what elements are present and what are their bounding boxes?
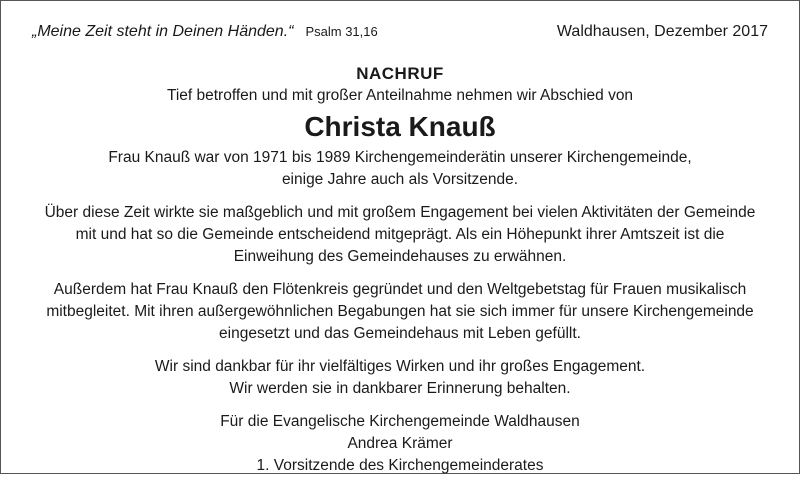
text-line: Einweihung des Gemeindehauses zu erwähnen. <box>233 248 567 265</box>
signature-role: 1. Vorsitzende des Kirchengemeinderates <box>256 457 544 474</box>
text-line: Über diese Zeit wirkte sie maßgeblich und mit großem Engagement bei vielen Aktivitäten der Gemeinde <box>44 204 756 221</box>
signature-organization: Für die Evangelische Kirchengemeinde Waldhausen <box>220 413 580 430</box>
text-line: Frau Knauß war von 1971 bis 1989 Kirchengemeinderätin unserer Kirchengemeinde, <box>108 149 692 166</box>
psalm-reference: Psalm 31,16 <box>305 24 378 39</box>
paragraph-4 <box>21 356 779 400</box>
quote-text: „Meine Zeit steht in Deinen Händen.“ <box>32 23 294 40</box>
intro-line: Tief betroffen und mit großer Anteilnahme nehmen wir Abschied von <box>166 87 634 104</box>
text-line: Wir werden sie in dankbarer Erinnerung behalten. <box>229 380 571 397</box>
paragraph-2 <box>21 202 779 268</box>
paragraph-3 <box>21 279 779 345</box>
signature-block <box>21 411 779 477</box>
text-line: mitbegleitet. Mit ihren außergewöhnlichen Begabungen hat sie sich immer für unsere Kirchengemeinde <box>46 303 754 320</box>
bible-quote <box>32 23 378 41</box>
text-line: Außerdem hat Frau Knauß den Flötenkreis gegründet und den Weltgebetstag für Frauen musikalisch <box>53 281 747 298</box>
heading: NACHRUF <box>356 64 444 83</box>
text-line: Wir sind dankbar für ihr vielfältiges Wirken und ihr großes Engagement. <box>154 358 646 375</box>
text-line: eingesetzt und das Gemeindehaus mit Leben gefüllt. <box>219 325 581 342</box>
signature-name: Andrea Krämer <box>347 435 453 452</box>
obituary-body <box>21 63 779 477</box>
paragraph-1 <box>21 147 779 191</box>
text-line: mit und hat so die Gemeinde entscheidend mitgeprägt. Als ein Höhepunkt ihrer Amtszeit ist die <box>75 226 725 243</box>
deceased-name: Christa Knauß <box>304 111 496 142</box>
place-date: Waldhausen, Dezember 2017 <box>556 23 768 40</box>
header <box>32 23 768 45</box>
text-line: einige Jahre auch als Vorsitzende. <box>281 171 519 188</box>
